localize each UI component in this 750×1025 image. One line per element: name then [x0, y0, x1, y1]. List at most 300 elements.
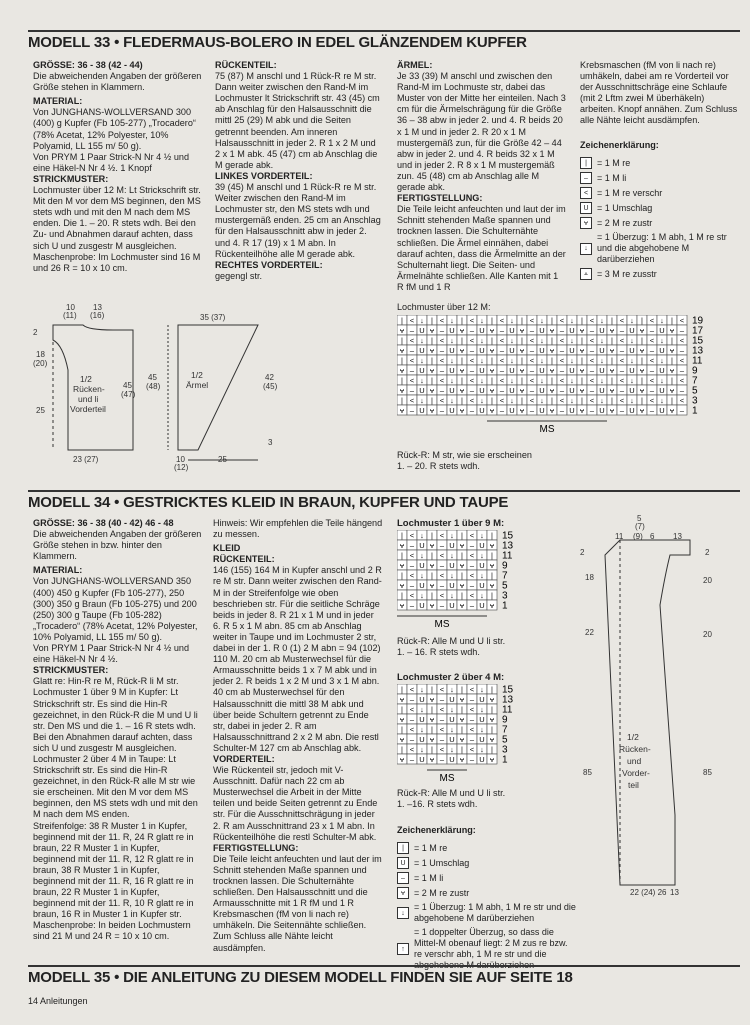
paragraph: RÜCKENTEIL:: [213, 554, 275, 565]
grid-symbol: |: [641, 375, 643, 385]
grid-symbol: |: [581, 335, 583, 345]
grid-symbol: ↓: [480, 335, 484, 345]
grid-symbol: –: [469, 560, 475, 570]
grid-symbol: ⩝: [579, 325, 585, 335]
grid-symbol: <: [589, 395, 595, 405]
row-number: 13: [502, 540, 514, 552]
grid-symbol: |: [431, 590, 433, 600]
grid-symbol: ⩝: [459, 325, 465, 335]
paragraph: Lochmuster 2 über 4 M in Taupe: Lt Strickschrift str. Es sind die Hin-R gezeichnet, in den Rück-R alle M str wie sie erscheinen. Mit den M vor dem MS beginnen, den MS stets wdh und mit den M nach dem MS enden.: [33, 753, 198, 820]
grid-symbol: ↓: [480, 684, 484, 694]
grid-symbol: <: [439, 724, 445, 734]
grid-symbol: <: [439, 335, 445, 345]
grid-symbol: |: [401, 375, 403, 385]
grid-symbol: ↓: [480, 704, 484, 714]
legend-row: [397, 842, 577, 854]
grid-symbol: U: [419, 600, 425, 610]
grid-symbol: –: [619, 405, 625, 415]
grid-symbol: U: [509, 405, 515, 415]
grid-symbol: –: [439, 365, 445, 375]
grid-symbol: U: [419, 754, 425, 764]
grid-symbol: |: [461, 724, 463, 734]
grid-symbol: |: [581, 315, 583, 325]
grid-symbol: <: [409, 684, 415, 694]
row-number: 3: [502, 744, 508, 756]
grid-symbol: ⩝: [399, 405, 405, 415]
grid-symbol: |: [491, 724, 493, 734]
grid-symbol: U: [479, 714, 485, 724]
grid-symbol: –: [469, 754, 475, 764]
grid-symbol: ⩝: [549, 345, 555, 355]
grid-symbol: U: [659, 385, 665, 395]
grid-symbol: –: [649, 385, 655, 395]
grid-symbol: ⩝: [489, 560, 495, 570]
grid-symbol: <: [499, 355, 505, 365]
grid-symbol: <: [679, 355, 685, 365]
stitch-symbol-icon: <: [580, 187, 592, 199]
grid-symbol: <: [649, 335, 655, 345]
grid-symbol: ⩝: [459, 754, 465, 764]
grid-symbol: ⩝: [399, 600, 405, 610]
grid-symbol: ↓: [570, 335, 574, 345]
grid-symbol: U: [509, 365, 515, 375]
grid-symbol: |: [551, 335, 553, 345]
grid-symbol: ↓: [420, 530, 424, 540]
grid-symbol: ⩝: [489, 345, 495, 355]
paragraph: 39 (45) M anschl und 1 Rück-R re M str. Weiter zwischen den Rand-M im Lochmuster str, den MS stets wdh und mustergemäß enden. 25 cm an Anschlag für den Halsausschnitt abw in jeder 2. und 4. R 17 (19) x 1 M abn. In Rückenteilhöhe alle M gerade abk.: [215, 182, 381, 259]
grid-symbol: ⩝: [459, 734, 465, 744]
legend-text: = 1 Überzug: 1 M abh, 1 M re str und die abgehobene M darüberziehen: [414, 902, 576, 924]
row-number: 9: [502, 714, 508, 726]
grid-symbol: ⩝: [549, 385, 555, 395]
grid-symbol: U: [659, 345, 665, 355]
grid-symbol: ⩝: [429, 385, 435, 395]
legend-text: = 1 Überzug: 1 M abh, 1 M re str und die abgehobene M darüberziehen: [597, 232, 727, 265]
grid-symbol: ⩝: [399, 385, 405, 395]
grid-symbol: –: [439, 694, 445, 704]
grid-symbol: <: [619, 315, 625, 325]
grid-symbol: –: [679, 405, 685, 415]
grid-symbol: |: [581, 375, 583, 385]
paragraph: VORDERTEIL:: [213, 753, 275, 764]
m33-chart-title: Lochmuster über 12 M:: [397, 302, 491, 312]
grid-symbol: –: [439, 600, 445, 610]
grid-symbol: –: [469, 345, 475, 355]
m34-col1: [33, 518, 203, 943]
grid-symbol: |: [461, 704, 463, 714]
grid-symbol: <: [499, 315, 505, 325]
grid-symbol: ⩝: [639, 325, 645, 335]
dim-13b: 13: [670, 888, 679, 897]
grid-symbol: <: [469, 530, 475, 540]
grid-symbol: ⩝: [459, 385, 465, 395]
m34-lochmuster1-chart: [397, 530, 527, 640]
paragraph: STRICKMUSTER:: [33, 173, 109, 184]
paragraph: Streifenfolge: 38 R Muster 1 in Kupfer, beginnend mit der 11. R, 24 R glatt re in braun, 22 R Muster 1 in Kupfer, beginnend mit der 11. R, 12 R glatt re in braun, 38 R Muster 1 in Kupfer, beginnend mit der 11. R, 16 R glatt re in braun, 22 R Muster 1 in Kupfer, beginnend mit der 11. R, 10 R glatt re in braun, 16 R in Muster 1 in Kupfer str.: [33, 820, 194, 920]
grid-symbol: <: [409, 570, 415, 580]
grid-symbol: –: [499, 325, 505, 335]
grid-symbol: U: [539, 385, 545, 395]
dim-11: (11): [63, 311, 77, 320]
grid-symbol: ↓: [450, 335, 454, 345]
grid-symbol: |: [461, 550, 463, 560]
grid-symbol: –: [439, 754, 445, 764]
grid-symbol: <: [499, 375, 505, 385]
grid-symbol: |: [491, 550, 493, 560]
grid-symbol: <: [499, 395, 505, 405]
grid-symbol: ⩝: [399, 580, 405, 590]
dim-22b: 22 (24) 26: [630, 888, 667, 897]
grid-symbol: |: [461, 335, 463, 345]
paragraph: Lochmuster 1 über 9 M in Kupfer: Lt Strickschrift str. Es sind die Hin-R gezeichnet, in den Rück-R die M und U li str. Den MS und die 1. – 16 R stets wdh. Bei den Abnahmen darauf achten, dass sich U und zusgestr M ausgleichen.: [33, 687, 198, 753]
legend-text: = 2 M re zustr: [414, 887, 470, 898]
grid-symbol: <: [619, 335, 625, 345]
grid-symbol: –: [589, 345, 595, 355]
grid-symbol: –: [409, 540, 415, 550]
legend-row: [580, 217, 740, 229]
row-number: 9: [692, 365, 698, 377]
grid-symbol: ⩝: [489, 580, 495, 590]
grid-symbol: ⩝: [519, 325, 525, 335]
grid-symbol: ↓: [570, 375, 574, 385]
grid-symbol: U: [539, 345, 545, 355]
legend-title: Zeichenerklärung:: [580, 140, 659, 150]
grid-symbol: –: [439, 345, 445, 355]
grid-symbol: ⩝: [669, 405, 675, 415]
grid-symbol: <: [409, 550, 415, 560]
grid-symbol: –: [529, 325, 535, 335]
row-number: 15: [502, 684, 514, 696]
grid-symbol: <: [559, 375, 565, 385]
legend-row: [580, 172, 740, 184]
grid-symbol: ↓: [510, 375, 514, 385]
legend-row: [580, 157, 740, 169]
grid-symbol: ⩝: [489, 754, 495, 764]
grid-symbol: ↓: [420, 355, 424, 365]
grid-symbol: U: [419, 385, 425, 395]
grid-symbol: U: [419, 405, 425, 415]
grid-symbol: <: [439, 590, 445, 600]
grid-symbol: –: [439, 734, 445, 744]
grid-symbol: ⩝: [639, 345, 645, 355]
grid-symbol: ↓: [510, 395, 514, 405]
grid-symbol: |: [521, 395, 523, 405]
grid-symbol: <: [409, 355, 415, 365]
grid-symbol: ↓: [510, 315, 514, 325]
grid-symbol: U: [479, 325, 485, 335]
legend-text: = 1 Umschlag: [414, 857, 470, 868]
grid-symbol: ↓: [420, 704, 424, 714]
grid-symbol: U: [449, 560, 455, 570]
grid-symbol: |: [461, 744, 463, 754]
m34-dress-schema: [575, 515, 740, 900]
dress-label: 1/2 Rücken-und Vorder-teil: [619, 732, 651, 790]
paragraph: Glatt re: Hin-R re M, Rück-R li M str.: [33, 676, 179, 687]
grid-symbol: ⩝: [489, 405, 495, 415]
grid-symbol: U: [539, 405, 545, 415]
grid-symbol: |: [491, 744, 493, 754]
grid-symbol: ⩝: [459, 540, 465, 550]
paragraph: Von PRYM 1 Paar Strick-N Nr 4 ½ und eine Häkel-N Nr 4 ½.: [33, 643, 190, 665]
grid-symbol: |: [641, 335, 643, 345]
grid-symbol: |: [581, 395, 583, 405]
grid-symbol: –: [439, 714, 445, 724]
grid-symbol: ⩝: [429, 714, 435, 724]
dim-42: 42: [265, 373, 274, 382]
grid-symbol: ⩝: [459, 600, 465, 610]
paragraph: STRICKMUSTER:: [33, 665, 109, 676]
grid-symbol: ↓: [420, 375, 424, 385]
grid-symbol: |: [461, 570, 463, 580]
grid-symbol: ⩝: [459, 560, 465, 570]
grid-symbol: <: [589, 335, 595, 345]
grid-symbol: ⩝: [669, 345, 675, 355]
grid-symbol: |: [521, 335, 523, 345]
grid-symbol: ↓: [450, 375, 454, 385]
dim-2a: 2: [580, 548, 585, 557]
row-number: 1: [692, 405, 698, 417]
grid-symbol: <: [439, 395, 445, 405]
paragraph: Maschenprobe: Im Lochmuster sind 16 M und 26 R = 10 x 10 cm.: [33, 251, 201, 273]
paragraph: Von JUNGHANS-WOLLVERSAND 350 (400) 450 g Kupfer (Fb 105-277), 250 (300) 350 g Braun (Fb 105-275) und 200 (250) 300 g Taupe (Fb 105-282) „Trocadero“ (78% Acetat, 12% Polyester, 10% Polyamid, LL 155 m/ 50 g).: [33, 576, 198, 642]
grid-symbol: U: [419, 714, 425, 724]
row-number: 17: [692, 325, 704, 337]
grid-symbol: –: [529, 365, 535, 375]
grid-symbol: ↓: [480, 530, 484, 540]
grid-symbol: |: [461, 590, 463, 600]
grid-symbol: |: [401, 315, 403, 325]
grid-symbol: <: [679, 335, 685, 345]
grid-symbol: U: [449, 714, 455, 724]
grid-symbol: ⩝: [609, 345, 615, 355]
dim-18: 18: [585, 573, 594, 582]
grid-symbol: ↓: [420, 724, 424, 734]
dim-13: 13: [673, 532, 682, 541]
grid-symbol: |: [401, 570, 403, 580]
grid-symbol: ⩝: [489, 365, 495, 375]
paragraph: LINKES VORDERTEIL:: [215, 170, 313, 181]
dim-18: 18: [36, 350, 45, 359]
grid-symbol: ↓: [420, 590, 424, 600]
grid-symbol: |: [491, 315, 493, 325]
grid-symbol: –: [589, 385, 595, 395]
legend-row: [397, 902, 577, 924]
grid-symbol: U: [449, 325, 455, 335]
grid-symbol: ↓: [450, 395, 454, 405]
grid-symbol: |: [641, 395, 643, 405]
m33-col3: [397, 60, 567, 293]
grid-symbol: |: [431, 530, 433, 540]
grid-symbol: ⩝: [429, 600, 435, 610]
dim-13: 13: [93, 303, 102, 312]
grid-symbol: <: [679, 375, 685, 385]
grid-symbol: <: [589, 355, 595, 365]
grid-symbol: ⩝: [459, 365, 465, 375]
paragraph: GRÖSSE: 36 - 38 (42 - 44): [33, 60, 143, 70]
row-number: 19: [692, 315, 704, 327]
grid-symbol: ↓: [450, 744, 454, 754]
grid-symbol: –: [559, 385, 565, 395]
grid-symbol: U: [479, 580, 485, 590]
paragraph: Von JUNGHANS-WOLLVERSAND 300 (400) g Kupfer (Fb 105-277) „Trocadero“ (78% Acetat, 12% Polyester, 10% Polyamid, LL 155 m/ 50 g).: [33, 107, 196, 151]
row-number: 15: [692, 335, 704, 347]
modell-33-title: MODELL 33 • FLEDERMAUS-BOLERO IN EDEL GLÄNZENDEM KUPFER: [28, 30, 740, 51]
grid-symbol: |: [401, 704, 403, 714]
grid-symbol: ⩝: [579, 345, 585, 355]
grid-symbol: U: [479, 385, 485, 395]
grid-symbol: <: [469, 315, 475, 325]
row-number: 1: [502, 754, 508, 766]
paragraph: Wie Rückenteil str, jedoch mit V-Ausschnitt. Dafür nach 22 cm ab Musterwechsel die Arbeit in der Mitte teilen und beide Seiten getrennt zu Ende str. Für die Ausschnittschrägung in jeder 2. R am Ausschnittrand 23 x 1 M abn. In Rückenteilhöhe die restl Schulter-M abk.: [213, 765, 378, 842]
m33-legend: [580, 140, 740, 283]
grid-symbol: |: [611, 395, 613, 405]
dim-7: (7): [635, 522, 645, 531]
paragraph: Die Teile leicht anfeuchten und laut der im Schnitt stehenden Maße spannen und trocknen lassen. Die Schulternähte schließen. Die Ärmel einnähen, dabei darauf achten, dass die Ärmelmitte an der Schulternaht liegt. Die Seiten- und Ärmelnähte schließen. Alle Kanten mit 1 R fM und 1 R: [397, 204, 566, 292]
grid-symbol: ↓: [450, 684, 454, 694]
grid-symbol: |: [491, 530, 493, 540]
m34-chart2-note: Rück-R: Alle M und U li str. 1. –16. R stets wdh.: [397, 788, 506, 810]
grid-symbol: <: [409, 744, 415, 754]
legend-text: = 1 M re: [414, 842, 448, 853]
grid-symbol: –: [559, 365, 565, 375]
m34-col2: [213, 518, 383, 954]
stitch-symbol-icon: |: [580, 157, 592, 169]
dim-23: 23 (27): [73, 455, 99, 464]
grid-symbol: ⩝: [549, 365, 555, 375]
legend-text: = 1 doppelter Überzug, so dass die Mittel-M obenauf liegt: 2 M zus re bzw. re verschr abh, 1 M re str und die abgehobene M darüberziehen: [414, 927, 568, 971]
grid-symbol: U: [449, 694, 455, 704]
paragraph: ÄRMEL:: [397, 60, 433, 70]
grid-symbol: ↓: [480, 375, 484, 385]
row-number: 13: [502, 694, 514, 706]
grid-symbol: ⩝: [429, 325, 435, 335]
grid-symbol: ↓: [420, 744, 424, 754]
grid-symbol: –: [409, 560, 415, 570]
grid-symbol: U: [449, 385, 455, 395]
row-number: 7: [502, 570, 508, 582]
grid-symbol: ↓: [450, 590, 454, 600]
grid-symbol: <: [409, 724, 415, 734]
grid-symbol: <: [649, 315, 655, 325]
legend-text: = 1 M li: [414, 872, 444, 883]
grid-symbol: |: [401, 335, 403, 345]
grid-symbol: ↓: [660, 335, 664, 345]
grid-symbol: U: [449, 600, 455, 610]
m33-col1: [33, 60, 203, 274]
grid-symbol: ↓: [480, 724, 484, 734]
legend-row: [397, 887, 577, 899]
grid-symbol: –: [619, 345, 625, 355]
dim-2: 2: [33, 328, 38, 337]
stitch-symbol-icon: ↓: [580, 243, 592, 255]
dim-20a: 20: [703, 576, 712, 585]
grid-symbol: U: [659, 365, 665, 375]
grid-symbol: U: [629, 365, 635, 375]
grid-symbol: ↓: [510, 335, 514, 345]
grid-symbol: –: [409, 734, 415, 744]
row-number: 11: [692, 355, 703, 367]
ms-label: MS: [434, 619, 450, 630]
grid-symbol: –: [409, 600, 415, 610]
row-number: 3: [692, 395, 698, 407]
row-number: 1: [502, 600, 508, 612]
grid-symbol: U: [599, 405, 605, 415]
grid-symbol: ⩝: [399, 540, 405, 550]
grid-symbol: |: [671, 395, 673, 405]
grid-symbol: U: [419, 345, 425, 355]
grid-symbol: |: [611, 315, 613, 325]
grid-symbol: U: [449, 405, 455, 415]
dim-22: 22: [585, 628, 594, 637]
grid-symbol: <: [469, 395, 475, 405]
grid-symbol: |: [431, 315, 433, 325]
grid-symbol: |: [491, 355, 493, 365]
grid-symbol: –: [559, 405, 565, 415]
grid-symbol: <: [469, 355, 475, 365]
grid-symbol: ⩝: [429, 694, 435, 704]
m33-chart-note: Rück-R: M str, wie sie erscheinen 1. – 20. R stets wdh.: [397, 450, 532, 472]
grid-symbol: |: [611, 355, 613, 365]
grid-symbol: U: [659, 405, 665, 415]
grid-symbol: ↓: [420, 550, 424, 560]
grid-symbol: ⩝: [489, 540, 495, 550]
stitch-symbol-icon: U: [580, 202, 592, 214]
grid-symbol: |: [461, 684, 463, 694]
grid-symbol: ↓: [450, 315, 454, 325]
grid-symbol: ↓: [480, 355, 484, 365]
grid-symbol: |: [431, 395, 433, 405]
grid-symbol: ↓: [630, 375, 634, 385]
grid-symbol: U: [629, 385, 635, 395]
grid-symbol: <: [649, 355, 655, 365]
grid-symbol: ↓: [420, 395, 424, 405]
row-number: 7: [502, 724, 508, 736]
grid-symbol: –: [499, 385, 505, 395]
grid-symbol: |: [521, 315, 523, 325]
grid-symbol: |: [551, 355, 553, 365]
grid-symbol: ⩝: [639, 365, 645, 375]
row-number: 15: [502, 530, 514, 542]
grid-symbol: ⩝: [429, 345, 435, 355]
grid-symbol: ⩝: [429, 405, 435, 415]
grid-symbol: –: [409, 405, 415, 415]
grid-symbol: –: [559, 325, 565, 335]
grid-symbol: <: [529, 395, 535, 405]
grid-symbol: –: [439, 405, 445, 415]
grid-symbol: ⩝: [609, 325, 615, 335]
grid-symbol: ⩝: [669, 325, 675, 335]
dim-20: (20): [33, 359, 48, 368]
grid-symbol: |: [461, 375, 463, 385]
paragraph: Hinweis: Wir empfehlen die Teile hängend zu messen.: [213, 518, 383, 540]
grid-symbol: ⩝: [459, 714, 465, 724]
paragraph: MATERIAL:: [33, 565, 83, 576]
grid-symbol: –: [409, 754, 415, 764]
stitch-symbol-icon: ⩝: [580, 217, 592, 229]
grid-symbol: <: [469, 744, 475, 754]
grid-symbol: U: [539, 365, 545, 375]
grid-symbol: ⩝: [459, 694, 465, 704]
row-number: 7: [692, 375, 698, 387]
paragraph: Je 33 (39) M anschl und zwischen den Rand-M im Lochmuste str, dabei das Muster von der Mitte her einteilen. Nach 3 cm für die Ärmelschrägung für die Größe 36 – 38 abw in jeder 2. und 4. R beids 20 x 1 M und in jeder 2. R 20 x 1 M mustergemäß zun, für die Größe 42 – 44 abw in jeder 2. und 4. R beids 32 x 1 M und in jeder 2. R 8 x 1 M mustergemäß zun. 45 (48) cm ab Anschlag alle M gerade abk.: [397, 71, 566, 193]
grid-symbol: <: [409, 704, 415, 714]
grid-symbol: –: [499, 345, 505, 355]
grid-symbol: U: [479, 540, 485, 550]
paragraph: gegengl str.: [215, 270, 263, 281]
grid-symbol: ⩝: [519, 365, 525, 375]
grid-symbol: ⩝: [429, 560, 435, 570]
dim-47: (47): [121, 390, 136, 399]
